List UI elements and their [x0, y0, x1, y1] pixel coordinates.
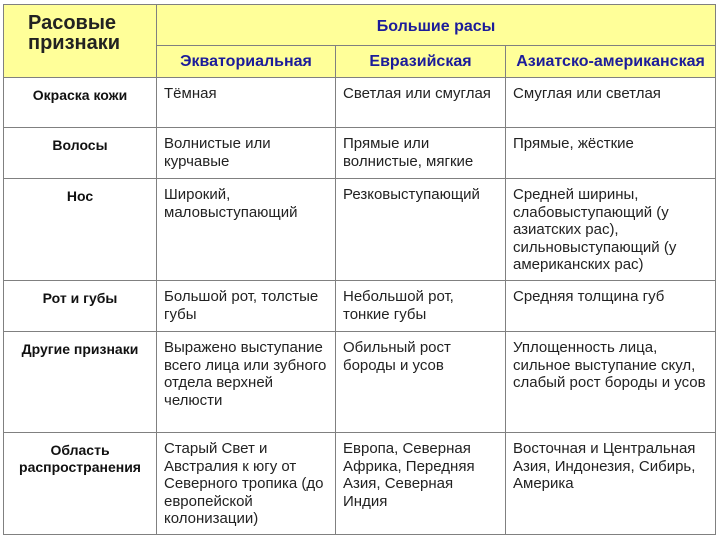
- table-row: [4, 332, 716, 433]
- table-cell: Широкий, маловыступающий: [157, 179, 336, 281]
- table-row: [4, 179, 716, 281]
- table-cell: Смуглая или светлая: [506, 78, 716, 128]
- table-cell: Уплощенность лица, сильное выступание скул, слабый рост бороды и усов: [506, 332, 716, 433]
- table-cell: Резковыступающий: [336, 179, 506, 281]
- race-name: Экваториальная: [180, 52, 312, 70]
- table-cell: Небольшой рот, тонкие губы: [336, 281, 506, 332]
- row-label: Нос: [4, 179, 157, 281]
- table-cell: Большой рот, толстые губы: [157, 281, 336, 332]
- corner-header: [4, 5, 157, 78]
- race-header-equatorial: [157, 46, 336, 78]
- table-cell: Средняя толщина губ: [506, 281, 716, 332]
- table-cell: Восточная и Центральная Азия, Индонезия, Сибирь, Америка: [506, 433, 716, 535]
- table-row: [4, 433, 716, 535]
- table-cell: Обильный рост бороды и усов: [336, 332, 506, 433]
- race-name: Азиатско-американская: [516, 52, 705, 70]
- group-header: [157, 5, 716, 46]
- race-traits-table: [3, 4, 716, 535]
- table-cell: Старый Свет и Австралия к югу от Северного тропика (до европейской колонизации): [157, 433, 336, 535]
- row-label: Рот и губы: [4, 281, 157, 332]
- group-title: Большие расы: [376, 18, 496, 35]
- race-header-asian-american: [506, 46, 716, 78]
- row-label: Окраска кожи: [4, 78, 157, 128]
- table-cell: Европа, Северная Африка, Передняя Азия, Северная Индия: [336, 433, 506, 535]
- race-name: Евразийская: [369, 52, 472, 70]
- table-cell: Волнистые или курчавые: [157, 128, 336, 179]
- table-cell: Прямые или волнистые, мягкие: [336, 128, 506, 179]
- corner-title: Расовые признаки: [28, 12, 121, 54]
- table-cell: Выражено выступание всего лица или зубного отдела верхней челюсти: [157, 332, 336, 433]
- table-cell: Светлая или смуглая: [336, 78, 506, 128]
- race-table-container: [3, 4, 715, 536]
- race-header-eurasian: [336, 46, 506, 78]
- row-label: Другие признаки: [4, 332, 157, 433]
- table-row: [4, 128, 716, 179]
- row-label: Область распространения: [4, 433, 157, 535]
- table-cell: Средней ширины, слабовыступающий (у азиатских рас), сильновыступающий (у американских рас): [506, 179, 716, 281]
- table-row: [4, 78, 716, 128]
- table-row: [4, 281, 716, 332]
- table-cell: Тёмная: [157, 78, 336, 128]
- row-label: Волосы: [4, 128, 157, 179]
- table-cell: Прямые, жёсткие: [506, 128, 716, 179]
